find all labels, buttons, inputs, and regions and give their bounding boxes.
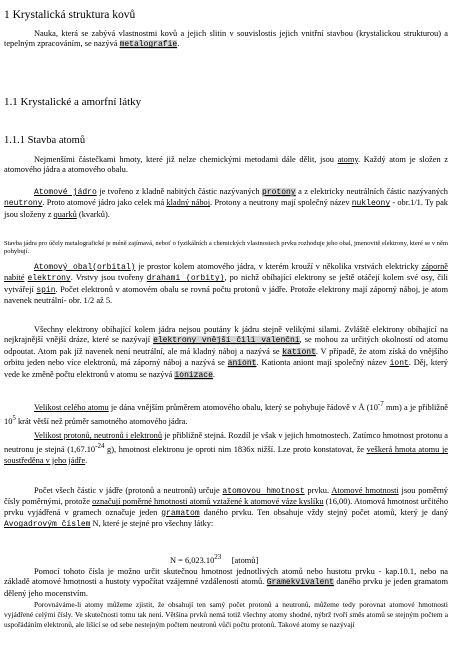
- term-velikost-castic: Velikost protonů, neutronů i elektronů: [34, 431, 163, 440]
- intro-paragraph: [4, 29, 448, 51]
- term-gramekvivalent: Gramekvivalent: [266, 578, 334, 588]
- term-atomove-hmotnosti: Atomové hmotnosti: [331, 486, 399, 495]
- term-hmota-v-jadre: veškerá hmota atomu je soustředěna v jeho jádře: [4, 445, 448, 465]
- term-elektrony: elektrony: [27, 274, 71, 284]
- term-neutrony: neutrony: [4, 199, 43, 209]
- p7-text-1: je přibližně stejná. Rozdíl je však v jejich hmotnostech. Zatímco hmotnost protonu a neutronu je stejná (1,67.10: [4, 431, 449, 455]
- p8-text-6: N, které je stejné pro všechny látky:: [90, 519, 214, 529]
- term-spin: spin: [36, 285, 56, 295]
- p6-text-1: je dána vnějším průměrem atomového obalu, který se pohybuje řádově v Å (10: [108, 402, 378, 412]
- term-atomovy-obal: Atomový obal(orbital): [34, 263, 136, 272]
- paragraph-note-nucleus: Stavba jádra pro účely metalografické je méně zajímavá, neboť o fyzikálních a chemických vlastnostech prvku rozhoduje jeho obal, jmenovitě elektrony, které se v něm pohybují.: [4, 240, 449, 256]
- term-pomerne-hmotnosti: označují poměrné hmotnosti atomů vztažené k atomové váze kyslíku: [92, 497, 324, 507]
- p8-text-3: jsou poměrný čísly poměrnými, protože: [4, 486, 448, 507]
- p8-text-4: (16,00). Atomová hmotnost určitého prvku vyjádřená v gramech označuje jeden: [4, 497, 449, 517]
- avogadro-formula: [170, 553, 258, 565]
- p2-text-4: . Protony a neutrony mají společný název: [210, 198, 352, 208]
- p5-text-4: . Kationta aniont mají společný název: [256, 358, 390, 368]
- section-heading: 1.1 Krystalické a amorfní látky: [4, 96, 142, 108]
- p5-text-1: Všechny elektrony obíhající kolem jádra nejsou poutány k jádru stejně velikými silami. Zvláště elektrony obíhající na nejkrajnější vnější dráze, které se nazývají: [4, 325, 448, 345]
- term-atomy: atomy: [337, 155, 358, 164]
- p6-text-3: krát větší než průměr samotného atomového jádra.: [15, 417, 188, 426]
- paragraph-isotopes: Porovnáváme-li atomy můžeme zjistit, že obsahují ten samý počet protonů a neutronů, můžeme tedy porovnat atomové hmotnosti vyjádřené celými čísly. Ve skutečnosti tomu tak není. Většina prvků nemá totiž všechny atomy shodné, nýbrž tvoří směs atomů se stejným počtem a uspořádáním elektronů, ale lišící se od sebe nestejným počtem neutronů vůči počtu protonů. Takové atomy se nazývají: [4, 600, 448, 630]
- intro-text: Nauka, která se zabývá vlastnostmi kovů a jejich slitin v souvislostis jejich vnitřní stavbou (krystalickou strukturou) a tepelným zpracováním, se nazývá: [4, 29, 448, 49]
- p1-end: . Každý atom je složen z atomového jádra a atomového obalu.: [4, 155, 448, 175]
- formula-lhs: N = 6,023.10: [170, 555, 215, 565]
- paragraph-atoms: [4, 155, 448, 176]
- term-valencni-elektrony: elektrony vnější čili valenční: [153, 336, 300, 346]
- paragraph-particle-size: [4, 431, 448, 466]
- term-aniont: aniont: [227, 359, 257, 369]
- term-kationt: kationt: [282, 347, 316, 357]
- paragraph-gram-equivalent: [4, 567, 448, 599]
- term-ionizace: ionizace: [174, 370, 213, 380]
- formula-exponent: 23: [214, 553, 222, 561]
- p7-text-2: g), hmotnost elektronu je oproti nim 1836x nižší. Lze proto konstatovat, že: [104, 445, 367, 455]
- term-atomova-hmotnost: atomovou hmotnost: [222, 487, 305, 496]
- p5-text-5: . Děj, který vede ke změně počtu elektronů v atomu se nazývá: [4, 358, 448, 379]
- p4-text-3: . Vrstvy jsou tvořeny: [70, 273, 147, 283]
- chapter-heading: 1 Krystalická struktura kovů: [4, 9, 136, 21]
- p4-text-5: . Počet elektronů v atomovém obalu se rovná počtu protonů v jádře. Protože elektrony mají záporný náboj, je atom navenek neutrální- obr. 1/2 až 5.: [4, 284, 448, 306]
- term-nukleony: nukleony: [351, 199, 391, 209]
- p5-text-2: , se mohou za určitých okolností od atomu odpoutat. Atom pak jíž navenek není neutrální, ale má kladný náboj a nazývá se: [4, 335, 448, 356]
- p2-text-3: . Proto atomové jádro jako celek má: [42, 198, 167, 208]
- p5-text-3: . V případě, že atom získá do vnějšího orbitu jeden nebo více elektronů, má záporný náboj a nazývá se: [4, 346, 448, 368]
- p2-text-6: (kvarků).: [76, 209, 110, 219]
- term-kladny-naboj: kladný náboj: [166, 198, 211, 208]
- paragraph-nucleus: [4, 187, 448, 220]
- term-atomove-jadro: Atomové jádro: [34, 188, 97, 197]
- formula-unit: [atomů]: [221, 555, 259, 565]
- term-quarku: quarků: [53, 209, 77, 219]
- p2-text-5: - obr.1/1. Ty pak jsou složeny z: [4, 198, 448, 219]
- p6-sup-2: 5: [12, 414, 16, 423]
- intro-end: .: [177, 39, 180, 49]
- p4-text-4: , po nichž obíhající elektrony se ještě otáčejí kolem své osy, čili vytvářejí: [4, 273, 449, 294]
- p8-text-5: daného prvku. Ten obsahuje vždy stejný počet atomů, který je daný: [199, 507, 449, 517]
- subsection-heading: 1.1.1 Stavba atomů: [4, 135, 86, 146]
- term-avogadrovo-cislo: Avogadrovým číslem: [4, 520, 91, 530]
- term-metalografie: metalografie: [119, 40, 178, 50]
- term-iont: iont: [389, 359, 409, 369]
- p7-sup: -24: [95, 442, 105, 451]
- paragraph-atom-size: [4, 399, 448, 427]
- paragraph-shell: [4, 262, 448, 307]
- p2-text-1: je tvořeno z kladně nabitých částic nazývaných: [96, 187, 262, 196]
- p8-text-1: Počet všech částic v jádře (protonů a neutronů) určuje: [34, 486, 223, 495]
- p5-text-6: .: [212, 369, 215, 379]
- p8-text-2: prvku.: [304, 486, 332, 495]
- term-drahami: drahami (orbity): [146, 274, 225, 284]
- p2-text-2: a z elektricky neutrálních částic nazývaných: [295, 187, 448, 196]
- term-protony: protony: [262, 188, 296, 197]
- p9-text-1: Pomocí tohoto čísla je možno určit skutečnou hmotnost jednotlivých atomů nebo hustotu prvku - kap.10.1, nebo na základě atomové hmotnosti a hustoty vypočítat vzájemné vzdálenosti atomů.: [4, 567, 448, 587]
- term-zaporne-nabite: záporně nabité: [4, 262, 448, 283]
- paragraph-ions: [4, 325, 448, 381]
- p4-text-1: je prostor kolem atomového jádra, v kterém krouží v několika vrstvách elektricky: [135, 262, 422, 271]
- p7-text-3: .: [85, 455, 88, 465]
- p6-text-2: mm) a je přibližně 10: [4, 402, 448, 426]
- p9-text-2: daného prvku je jeden gramatom dělený jeho mocenstvím.: [4, 577, 448, 598]
- p6-sup-1: -7: [377, 400, 384, 408]
- p1-text: Nejmenšími částečkami hmoty, které již nelze chemickými metodami dále dělit, jsou: [34, 155, 338, 164]
- paragraph-atomic-mass: [4, 486, 448, 531]
- term-velikost-atomu: Velikost celého atomu: [34, 402, 109, 412]
- term-gramatom: gramatom: [161, 508, 200, 518]
